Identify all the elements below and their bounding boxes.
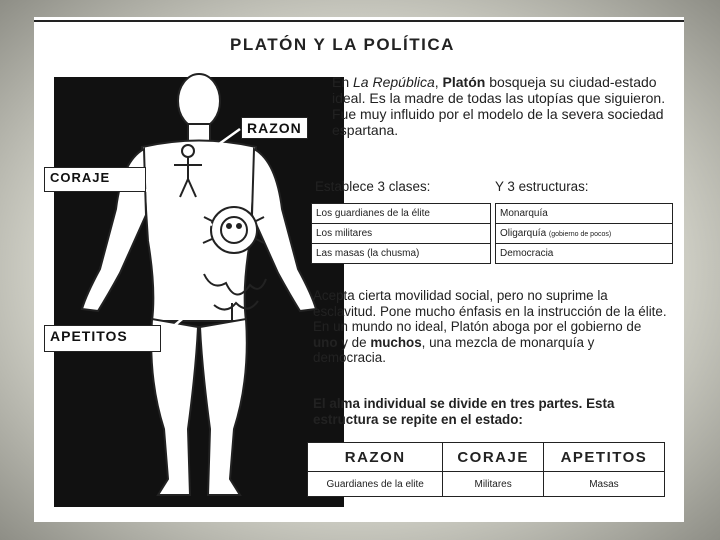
summary-value: Masas bbox=[543, 472, 664, 497]
table-row bbox=[496, 244, 673, 264]
para2-text: Acepta cierta movilidad social, pero no suprime la esclavitud. Pone mucho énfasis en la instrucción de la élite. En un mundo no ideal, Platón aboga por el gobierno de bbox=[313, 288, 667, 335]
table-row bbox=[312, 204, 491, 224]
classes-table bbox=[311, 203, 491, 264]
table-row bbox=[308, 472, 665, 497]
intro-rest: bosqueja su ciudad-estado ideal. Es la madre de todas las utopías que siguieron. Fue muy influido por el modelo de la severa sociedad espartana. bbox=[332, 74, 666, 138]
intro-paragraph bbox=[332, 74, 677, 138]
summary-table bbox=[307, 442, 665, 497]
intro-prefix: En bbox=[332, 74, 354, 90]
table-row bbox=[496, 204, 673, 224]
structure-cell bbox=[496, 224, 673, 244]
label-apetitos: APETITOS bbox=[44, 325, 161, 352]
summary-header: APETITOS bbox=[543, 443, 664, 472]
structure-note: (gobierno de pocos) bbox=[548, 231, 612, 238]
table-row bbox=[308, 443, 665, 472]
book-title: La República bbox=[353, 74, 435, 90]
class-cell: Los guardianes de la élite bbox=[312, 204, 491, 224]
summary-header: CORAJE bbox=[443, 443, 544, 472]
social-paragraph bbox=[313, 288, 668, 366]
structures-table bbox=[495, 203, 673, 264]
intro-sep: , bbox=[434, 74, 443, 90]
summary-header: RAZON bbox=[308, 443, 443, 472]
label-razon: RAZON bbox=[241, 117, 308, 139]
table-row bbox=[496, 224, 673, 244]
structure-cell: Democracia bbox=[496, 244, 673, 264]
para2-mid: y de bbox=[337, 334, 371, 350]
class-cell: Las masas (la chusma) bbox=[312, 244, 491, 264]
classes-heading: Establece 3 clases: bbox=[315, 179, 431, 194]
slide bbox=[34, 17, 684, 522]
structures-heading: Y 3 estructuras: bbox=[495, 179, 589, 194]
table-row bbox=[312, 224, 491, 244]
soul-paragraph: El alma individual se divide en tres partes. Esta estructura se repite en el estado: bbox=[313, 396, 615, 427]
table-row bbox=[312, 244, 491, 264]
para2-end: , una mezcla de monarquía y democracia. bbox=[313, 334, 595, 366]
structure-cell: Monarquía bbox=[496, 204, 673, 224]
summary-value: Militares bbox=[443, 472, 544, 497]
summary-value: Guardianes de la elite bbox=[308, 472, 443, 497]
para2-uno: uno bbox=[313, 334, 338, 350]
author-name: Platón bbox=[442, 74, 486, 90]
para2-muchos: muchos bbox=[370, 334, 422, 350]
class-cell: Los militares bbox=[312, 224, 491, 244]
label-coraje: CORAJE bbox=[44, 167, 146, 192]
top-rule bbox=[34, 20, 684, 22]
structure-oligarquia: Oligarquía bbox=[500, 228, 547, 239]
page-title: PLATÓN Y LA POLÍTICA bbox=[230, 35, 455, 54]
